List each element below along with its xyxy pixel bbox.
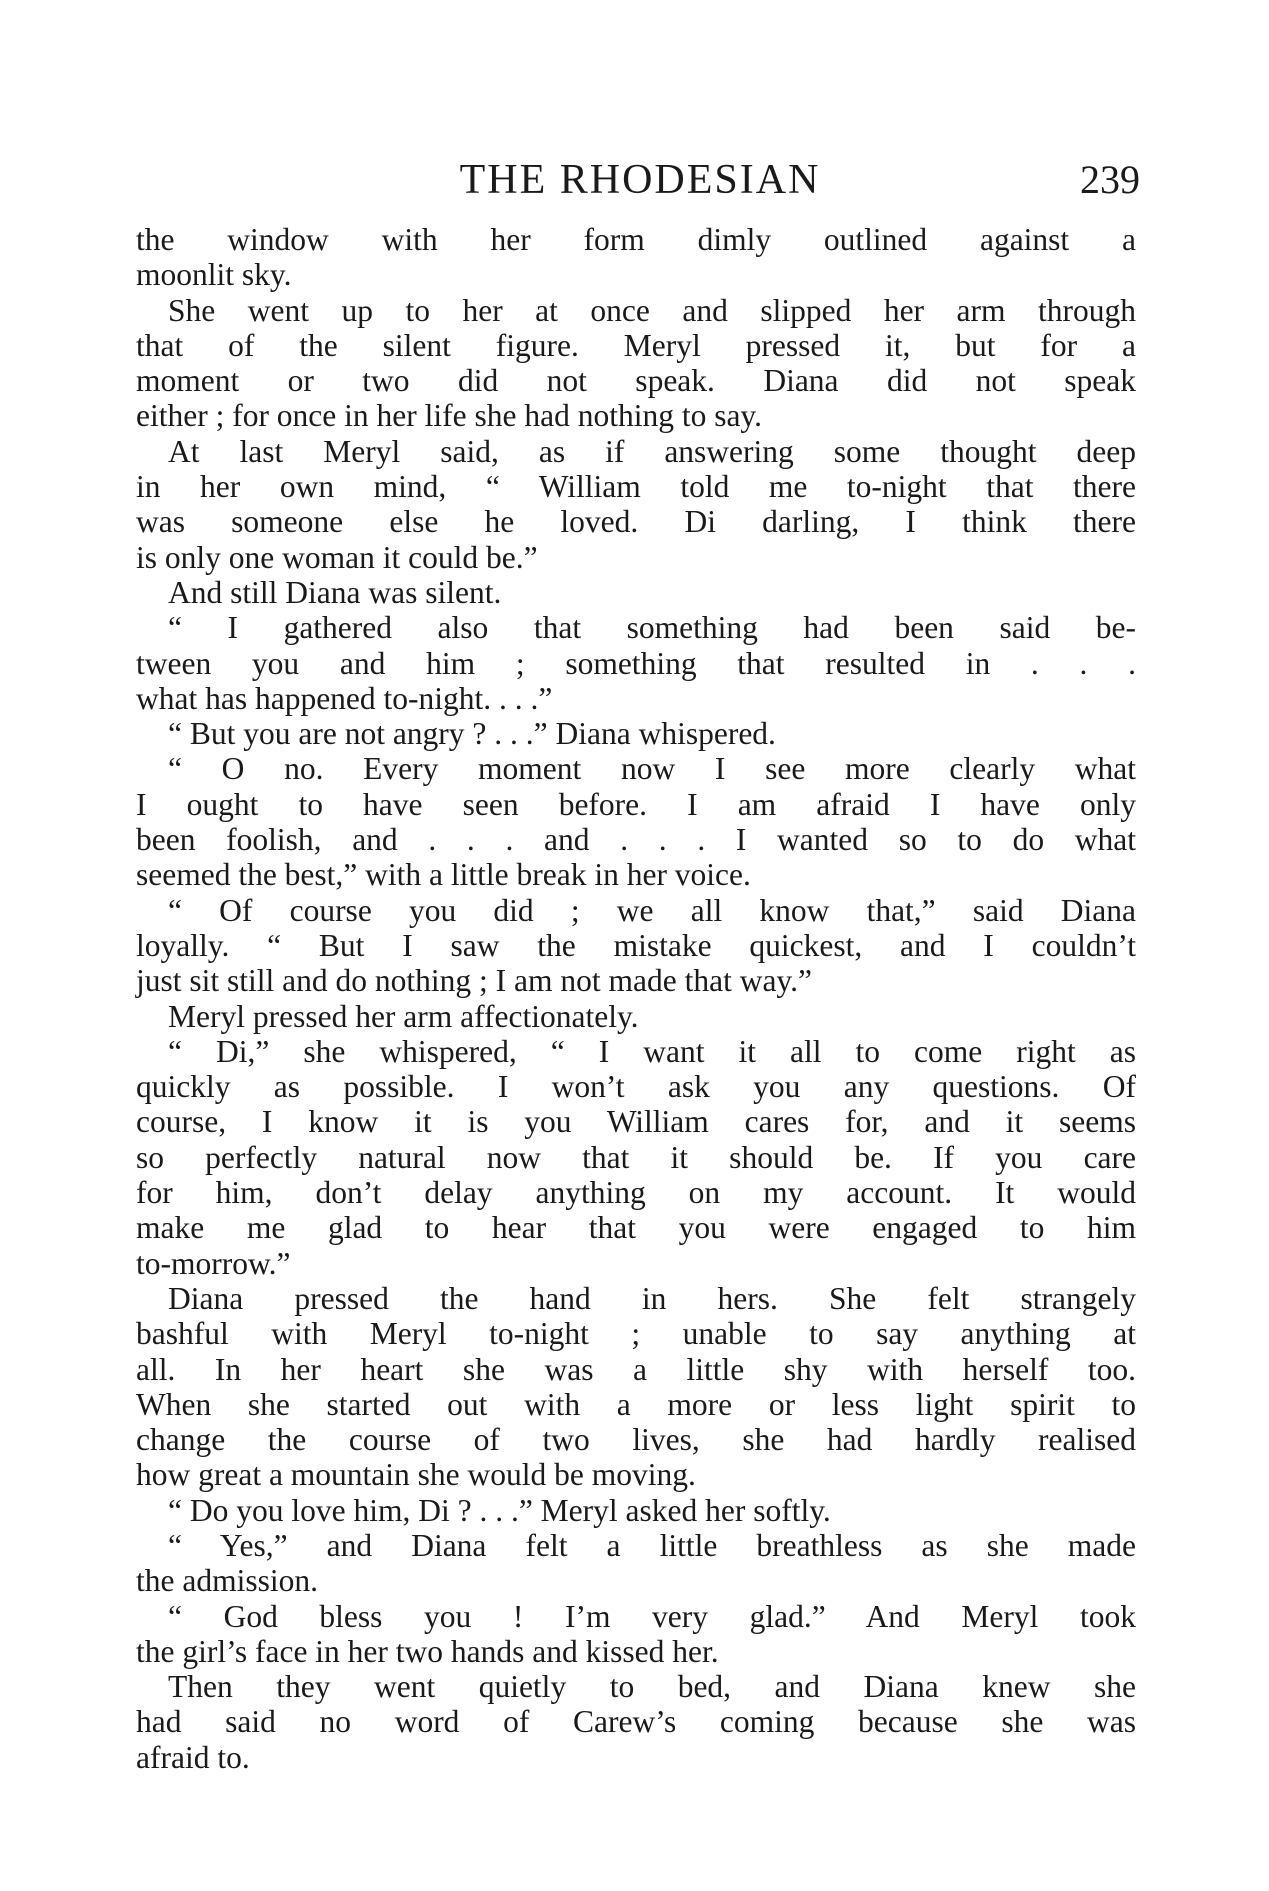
text-line: At last Meryl said, as if answering some thought deep [168,433,1136,469]
text-line: seemed the best,” with a little break in her voice. [136,857,751,893]
text-line: how great a mountain she would be moving. [136,1457,696,1493]
running-head [140,155,1140,205]
text-line: is only one woman it could be.” [136,539,538,575]
text-line: “ Yes,” and Diana felt a little breathless as she made [168,1527,1136,1563]
text-line: quickly as possible. I won’t ask you any questions. Of [136,1069,1136,1105]
page-number: 239 [1080,157,1140,202]
text-line: make me glad to hear that you were engaged to him [136,1210,1136,1246]
text-line: all. In her heart she was a little shy with herself too. [136,1351,1136,1387]
text-line: Then they went quietly to bed, and Diana knew she [168,1669,1136,1705]
text-line: that of the silent figure. Meryl pressed it, but for a [136,327,1136,363]
text-line: And still Diana was silent. [168,574,502,610]
text-line: She went up to her at once and slipped her arm through [168,292,1136,328]
text-line: either ; for once in her life she had nothing to say. [136,398,763,434]
book-title: THE RHODESIAN [459,157,821,203]
text-line: was someone else he loved. Di darling, I think there [136,504,1136,540]
text-line: loyally. “ But I saw the mistake quickest, and I couldn’t [136,927,1136,963]
body-text [136,222,1136,1775]
text-line: “ Di,” she whispered, “ I want it all to come right as [168,1033,1136,1069]
text-line: moonlit sky. [136,257,292,293]
text-line: “ God bless you ! I’m very glad.” And Meryl took [168,1598,1136,1634]
text-line: afraid to. [136,1739,250,1775]
text-line: “ O no. Every moment now I see more clearly what [168,751,1136,787]
text-line: in her own mind, “ William told me to-night that there [136,469,1136,505]
text-line: change the course of two lives, she had hardly realised [136,1422,1136,1458]
text-line: the admission. [136,1563,318,1599]
text-line: been foolish, and . . . and . . . I wanted so to do what [136,822,1136,858]
text-line: Meryl pressed her arm affectionately. [168,998,639,1034]
text-line: “ Of course you did ; we all know that,” said Diana [168,892,1136,928]
text-line: the window with her form dimly outlined against a [136,222,1136,257]
text-line: had said no word of Carew’s coming because she was [136,1704,1136,1740]
text-line: I ought to have seen before. I am afraid I have only [136,786,1136,822]
text-line: When she started out with a more or less light spirit to [136,1386,1136,1422]
text-line: Diana pressed the hand in hers. She felt strangely [168,1280,1136,1316]
text-line: what has happened to-night. . . .” [136,680,553,716]
text-line: course, I know it is you William cares for, and it seems [136,1104,1136,1140]
text-line: tween you and him ; something that resulted in . . . [136,645,1136,681]
text-line: “ I gathered also that something had been said be- [168,610,1136,646]
text-line: “ But you are not angry ? . . .” Diana whispered. [168,716,776,752]
text-line: bashful with Meryl to-night ; unable to say anything at [136,1316,1136,1352]
text-line: just sit still and do nothing ; I am not made that way.” [136,963,812,999]
text-line: the girl’s face in her two hands and kissed her. [136,1633,719,1669]
text-line: to-morrow.” [136,1245,291,1281]
text-line: “ Do you love him, Di ? . . .” Meryl asked her softly. [168,1492,831,1528]
text-line: so perfectly natural now that it should be. If you care [136,1139,1136,1175]
text-line: for him, don’t delay anything on my account. It would [136,1175,1136,1211]
text-line: moment or two did not speak. Diana did not speak [136,363,1136,399]
